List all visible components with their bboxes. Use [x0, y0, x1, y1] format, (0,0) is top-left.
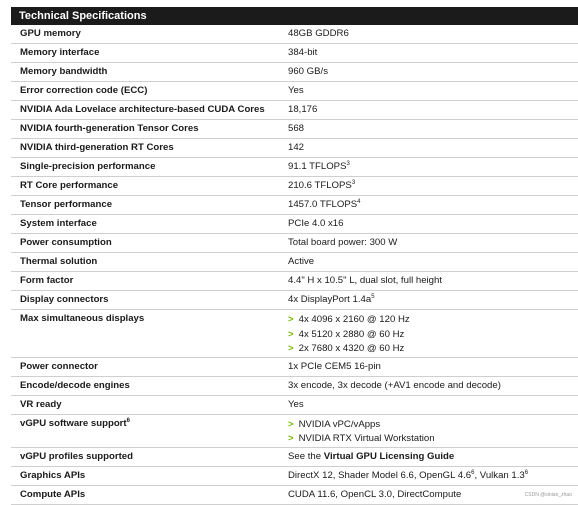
- spec-value: 48GB GDDR6: [288, 28, 349, 39]
- spec-value: [280, 415, 578, 447]
- spec-list-item: > NVIDIA vPC/vApps: [288, 418, 381, 430]
- spec-list-item: > 4x 4096 x 2160 @ 120 Hz: [288, 314, 410, 325]
- spec-label: Power consumption: [20, 237, 112, 248]
- spec-value: [280, 310, 578, 357]
- spec-value: Yes: [288, 398, 304, 410]
- spec-value: 210.6 TFLOPS$^3$: [288, 179, 356, 191]
- spec-value: See the Virtual GPU Licensing Guide: [288, 450, 455, 462]
- spec-row-encode-decode-engines: [11, 377, 578, 396]
- spec-label: Compute APIs: [20, 488, 86, 500]
- spec-value: 18,176: [288, 104, 318, 115]
- spec-label: Encode/decode engines: [20, 379, 130, 391]
- spec-row-vr-ready: [11, 396, 578, 415]
- spec-value: 91.1 TFLOPS$^3$: [288, 160, 350, 172]
- spec-value: 3x encode, 3x decode (+AV1 encode and decode): [288, 379, 501, 391]
- spec-row-vgpu-profiles-supported: [11, 448, 578, 467]
- chevron-right-icon: >: [288, 314, 294, 325]
- table-title: Technical Specifications: [11, 7, 578, 25]
- spec-label: Power connector: [20, 360, 98, 372]
- spec-value: 4.4" H x 10.5" L, dual slot, full height: [288, 275, 443, 286]
- spec-list-item: > 4x 5120 x 2880 @ 60 Hz: [288, 328, 405, 340]
- spec-row-nvidia-ada-lovelace-architecture-based-cuda-cores: [11, 101, 578, 120]
- spec-row-display-connectors: [11, 291, 578, 310]
- spec-row-memory-bandwidth: [11, 63, 578, 82]
- spec-value: 1457.0 TFLOPS$^4$: [288, 198, 361, 210]
- spec-row-system-interface: [11, 215, 578, 234]
- spec-value: Active: [288, 256, 315, 267]
- spec-label: VR ready: [20, 398, 62, 410]
- spec-label: Thermal solution: [20, 256, 98, 267]
- spec-value: 1x PCIe CEM5 16-pin: [288, 360, 381, 372]
- licensing-guide-link[interactable]: Virtual GPU Licensing Guide: [323, 450, 455, 462]
- spec-label: Memory interface: [20, 47, 100, 58]
- spec-label: RT Core performance: [20, 180, 119, 191]
- spec-label: Single-precision performance: [20, 161, 156, 172]
- spec-value: 568: [288, 123, 305, 134]
- spec-row-vgpu-software-support: [11, 415, 578, 448]
- spec-list-item: > 2x 7680 x 4320 @ 60 Hz: [288, 343, 405, 354]
- watermark: CSDN @sinian_zhao: [524, 492, 572, 498]
- spec-label: GPU memory: [20, 28, 81, 39]
- spec-row-max-simultaneous-displays: [11, 310, 578, 358]
- spec-label: Form factor: [20, 275, 74, 286]
- chevron-right-icon: >: [288, 328, 294, 340]
- spec-list-item: > NVIDIA RTX Virtual Workstation: [288, 433, 435, 444]
- spec-row-thermal-solution: [11, 253, 578, 272]
- chevron-right-icon: >: [288, 418, 294, 430]
- spec-label: NVIDIA third-generation RT Cores: [20, 142, 174, 153]
- spec-row-gpu-memory: [11, 25, 578, 44]
- spec-value: DirectX 12, Shader Model 6.6, OpenGL $4.6^6$, Vulkan $1.3^6$: [288, 469, 529, 481]
- spec-value: 960 GB/s: [288, 66, 328, 77]
- spec-row-compute-apis: [11, 486, 578, 505]
- spec-row-power-consumption: [11, 234, 578, 253]
- spec-label: Tensor performance: [20, 199, 113, 210]
- spec-row-power-connector: [11, 358, 578, 377]
- spec-label: Memory bandwidth: [20, 66, 108, 77]
- spec-value: Total board power: 300 W: [288, 237, 398, 248]
- spec-row-single-precision-performance: [11, 158, 578, 177]
- spec-label: NVIDIA fourth-generation Tensor Cores: [20, 123, 199, 134]
- spec-label: NVIDIA Ada Lovelace architecture-based CUDA Cores: [20, 104, 265, 115]
- spec-row-nvidia-third-generation-rt-cores: [11, 139, 578, 158]
- spec-value: PCIe 4.0 x16: [288, 218, 344, 229]
- spec-label: Error correction code (ECC): [20, 85, 148, 96]
- spec-value: 142: [288, 142, 305, 153]
- spec-label: vGPU profiles supported: [20, 450, 134, 462]
- spec-row-memory-interface: [11, 44, 578, 63]
- spec-label: vGPU software support$^6$: [20, 417, 130, 429]
- spec-label: Max simultaneous displays: [20, 313, 145, 324]
- spec-row-tensor-performance: [11, 196, 578, 215]
- spec-value: CUDA 11.6, OpenCL 3.0, DirectCompute: [288, 488, 462, 500]
- spec-label: System interface: [20, 218, 97, 229]
- spec-value: 384-bit: [288, 47, 318, 58]
- spec-row-rt-core-performance: [11, 177, 578, 196]
- spec-row-error-correction-code-ecc: [11, 82, 578, 101]
- spec-row-graphics-apis: [11, 467, 578, 486]
- spec-row-nvidia-fourth-generation-tensor-cores: [11, 120, 578, 139]
- spec-label: Graphics APIs: [20, 469, 86, 481]
- spec-table: [11, 7, 578, 505]
- spec-value: 4x DisplayPort $1.4a^5$: [288, 293, 375, 305]
- spec-row-form-factor: [11, 272, 578, 291]
- spec-value: Yes: [288, 85, 304, 96]
- chevron-right-icon: >: [288, 433, 294, 444]
- chevron-right-icon: >: [288, 343, 294, 354]
- spec-label: Display connectors: [20, 294, 109, 305]
- spec-rows: [11, 25, 578, 505]
